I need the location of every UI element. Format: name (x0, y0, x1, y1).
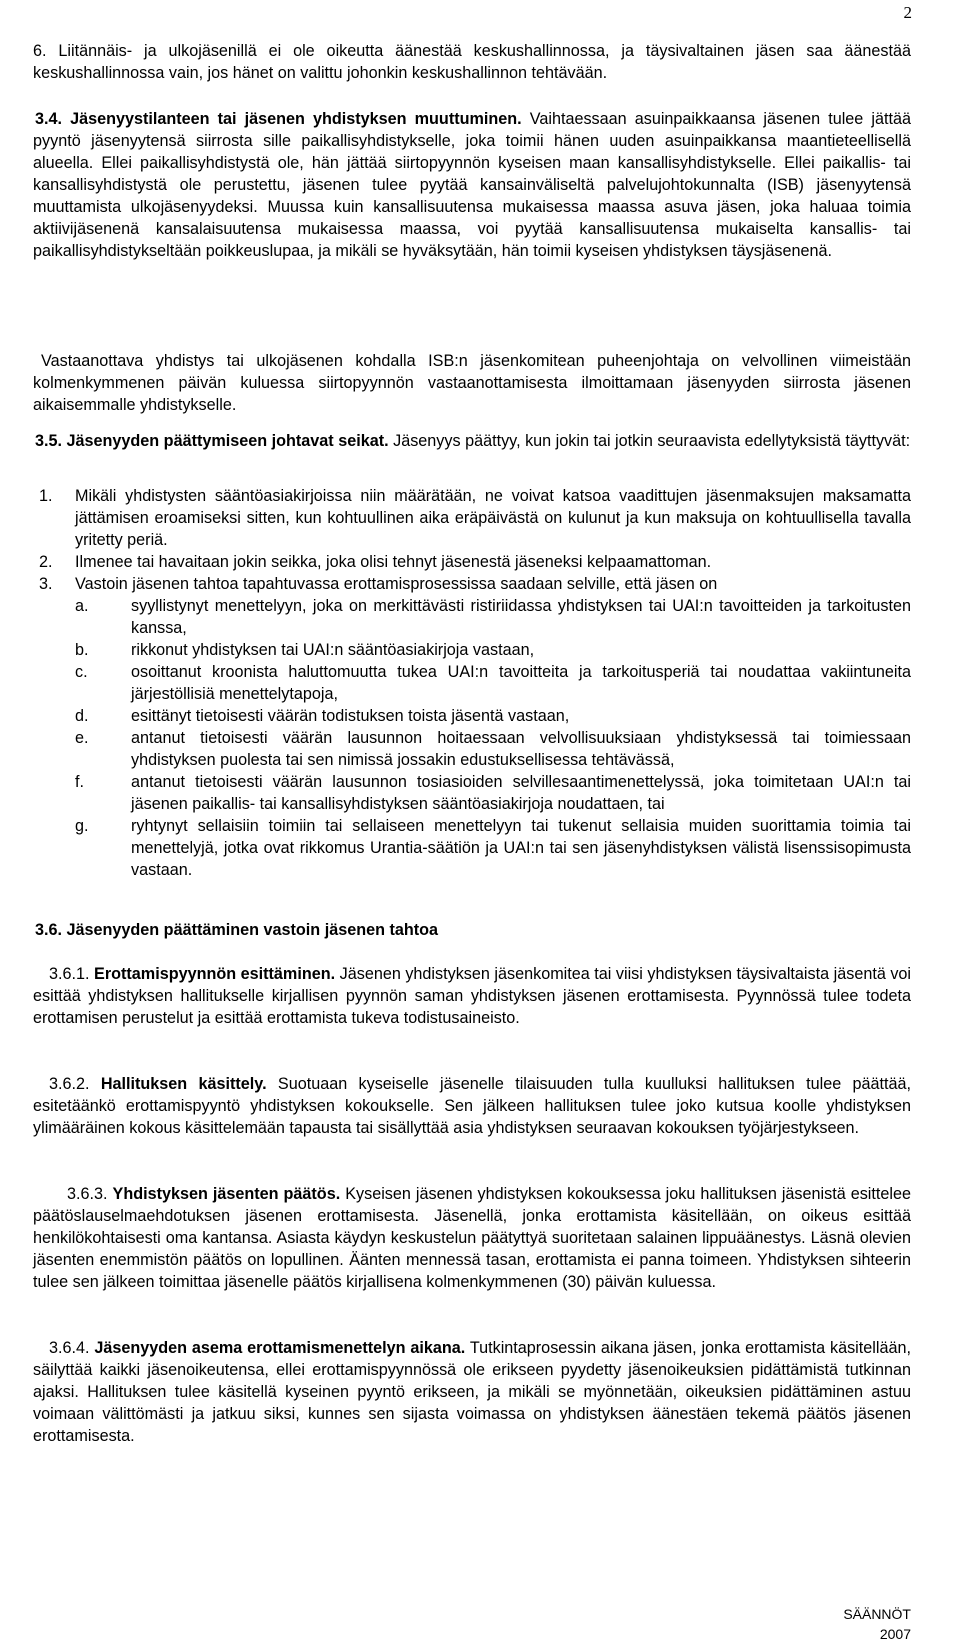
sub-list-item-letter: d. (75, 707, 89, 725)
sub-list-item-text: rikkonut yhdistyksen tai UAI:n sääntöasiakirjoja vastaan, (131, 641, 535, 659)
list-item-text: Mikäli yhdistysten sääntöasiakirjoissa niin määrätään, ne voivat katsoa vaadittujen jäsenmaksujen maksamatta jättämisen eroamiseksi sitten, kun kohtuullinen aika eräpäivästä on kulunut ja kun maksuja on kohtuullisella tavalla yritetty periä. (75, 487, 911, 549)
list-item-number: 3. (39, 575, 53, 593)
section-3-6-2-text: Suotuaan kyseiselle jäsenelle tilaisuuden tulla kuulluksi hallituksen tulee päättää, esitetäänkö erottamispyyntö yhdistyksen kokoukselle. Sen jälkeen hallituksen tulee joko kutsua koolle yhdistyksen ylimääräinen kokous käsittelemään tapausta tai sisällyttää asia yhdistyksen seuraavan kokouksen työjärjestykseen. (33, 1075, 912, 1137)
sub-list-item-text: esittänyt tietoisesti väärän todistuksen toista jäsentä vastaan, (131, 707, 570, 725)
sub-list-item-letter: g. (75, 817, 89, 835)
section-3-6-2-heading: Hallituksen käsittely. (100, 1075, 267, 1093)
section-3-4-paragraph-2 (33, 350, 911, 416)
section-3-6-heading-text: 3.6. Jäsenyyden päättäminen vastoin jäsenen tahtoa (35, 921, 439, 939)
sub-list-item-text: ryhtynyt sellaisiin toimiin tai sellaiseen menettelyyn tai tukenut sellaisia muiden suorittamia toimia tai menettelyjä, jotka ovat rikkomus Urantia-säätiön ja UAI:n tai sen jäsenyhdistyksen välistä lisenssisopimusta vastaan. (131, 817, 911, 879)
termination-conditions-list (33, 485, 911, 881)
sub-list-item (75, 815, 911, 881)
sub-list-item-letter: f. (75, 773, 84, 791)
list-item (33, 551, 911, 573)
footer (843, 1604, 911, 1644)
list-item (33, 573, 911, 595)
sub-list-item-letter: e. (75, 729, 89, 747)
sub-list-item-text: syyllistynyt menettelyyn, joka on merkittävästi ristiriidassa yhdistyksen tai UAI:n tavoitteiden ja tarkoitusten kanssa, (131, 597, 911, 637)
sub-list-item (75, 705, 911, 727)
paragraph-item-6 (33, 40, 911, 84)
footer-title: SÄÄNNÖT (843, 1606, 911, 1622)
sub-list-item (75, 771, 911, 815)
item-6-text: 6. Liitännäis- ja ulkojäsenillä ei ole oikeutta äänestää keskushallinnossa, ja täysivaltainen jäsen saa äänestää keskushallinnossa vain, jos hänet on valittu johonkin keskushallinnon tehtävään. (33, 42, 911, 82)
section-3-6-4 (33, 1337, 911, 1447)
list-item-number: 2. (39, 553, 53, 571)
section-3-5 (33, 430, 911, 452)
section-3-6-2-number: 3.6.2. (49, 1075, 90, 1093)
section-3-6-2 (33, 1073, 911, 1139)
section-3-6-1 (33, 963, 911, 1029)
section-3-6-1-text: Jäsenen yhdistyksen jäsenkomitea tai viisi yhdistyksen täysivaltaista jäsentä voi esittää yhdistyksen hallitukselle kirjallisen pyynnön saman yhdistyksen jäsenen erottamisesta. Pyynnössä tulee todeta erottamisen perustelut ja esittää erottamista tukeva todistusaineisto. (33, 965, 912, 1027)
list-item-text: Vastoin jäsenen tahtoa tapahtuvassa erottamisprosessissa saadaan selville, että jäsen on (75, 575, 718, 593)
section-3-5-heading: 3.5. Jäsenyyden päättymiseen johtavat seikat. (35, 432, 389, 450)
section-3-5-intro: Jäsenyys päättyy, kun jokin tai jotkin seuraavista edellytyksistä täyttyvät: (393, 432, 911, 450)
section-3-6-4-heading: Jäsenyyden asema erottamismenettelyn aikana. (94, 1339, 466, 1357)
section-3-6-4-number: 3.6.4. (49, 1339, 90, 1357)
sub-list-item-letter: c. (75, 663, 88, 681)
sub-list-item-text: antanut tietoisesti väärän lausunnon tosiasioiden selvillesaantimenettelyssä, joka toimitetaan UAI:n tai jäsenen paikallis- tai kansallisyhdistyksen sääntöasiakirjoja noudattaen, tai (131, 773, 911, 813)
list-item (33, 485, 911, 551)
section-3-6-3-number: 3.6.3. (67, 1185, 108, 1203)
sub-list-item-text: antanut tietoisesti väärän lausunnon hoitaessaan velvollisuuksiaan yhdistyksessä tai toimiessaan yhdistyksen puolesta tai sen nimissä jossakin edustuksellisessa tehtävässä, (131, 729, 911, 769)
list-item-number: 1. (39, 487, 53, 505)
section-3-6-3-text: Kyseisen jäsenen yhdistyksen kokouksessa joku hallituksen jäsenistä esittelee päätöslauselmaehdotuksen jäsenen erottamisesta. Jäsenellä, jonka erottamista käsitellään, on oikeus esittää henkilökohtaisesti oma kantansa. Asiasta käydyn keskustelun päätyttyä suoritetaan salainen lippuäänestys. Läsnä olevien jäsenten enemmistön päätös on lopullinen. Äänten mennessä tasan, erottamista ei panna toimeen. Yhdistyksen sihteerin tulee sen jälkeen toimittaa jäsenelle päätös kirjallisena kolmenkymmenen (30) päivän kuluessa. (33, 1185, 912, 1291)
sub-list-item (75, 595, 911, 639)
section-3-4 (33, 108, 911, 262)
sub-list-item (75, 661, 911, 705)
section-3-6-1-heading: Erottamispyynnön esittäminen. (94, 965, 336, 983)
list-item-text: Ilmenee tai havaitaan jokin seikka, joka olisi tehnyt jäsenestä jäseneksi kelpaamattoman. (75, 553, 712, 571)
section-3-4-heading: 3.4. Jäsenyystilanteen tai jäsenen yhdistyksen muuttuminen. (35, 110, 522, 128)
section-3-4-paragraph-2-text: Vastaanottava yhdistys tai ulkojäsenen kohdalla ISB:n jäsenkomitean puheenjohtaja on velvollinen viimeistään kolmenkymmenen päivän kuluessa siirtopyynnön vastaanottamisesta ilmoittamaan jäsenyyden siirrosta jäsenen aikaisemmalle yhdistykselle. (33, 352, 911, 414)
section-3-6-4-text: Tutkintaprosessin aikana jäsen, jonka erottamista käsitellään, säilyttää kaikki jäsenoikeutensa, ellei erottamispyynnössä ole erikseen pyydetty jäsenoikeuksien pidättämistä tutkinnan ajaksi. Hallituksen tulee käsitellä kyseinen pyyntö erikseen, ja mikäli se myönnetään, oikeuksien pidättäminen astuu voimaan välittömästi ja jatkuu siksi, kunnes sen sijasta voimassa on yhdistyksen äänestäen tekemä päätös jäsenen erottamisesta. (33, 1339, 911, 1445)
section-3-6-heading (35, 919, 913, 941)
sub-list-item-letter: a. (75, 597, 89, 615)
section-3-4-paragraph-1: Vaihtaessaan asuinpaikkaansa jäsenen tulee jättää pyyntö jäsenyytensä siirrosta sille paikallisyhdistykselle, joka toimii hänen uuden asuinpaikkansa maantieteellisellä alueella. Ellei paikallisyhdistystä ole, hän jättää siirtopyynnön kyseisen maan kansallisyhdistykselle. Ellei paikallis- tai kansallisyhdistystä ole perustettu, jäsenen tulee pyytää kansainväliseltä palvelujohtokunnalta (ISB) jäsenyytensä muuttamista ulkojäsenyydeksi. Muussa kuin kansallisuutensa mukaisessa maassa asuva jäsen, joka haluaa toimia aktiivijäsenenä kansalaisuutensa mukaisessa maassa, voi pyytää kansallisuutensa mukaiselta kansallis- tai paikallisyhdistykseltään poikkeuslupaa, ja mikäli se hyväksytään, hän toimii kyseisen yhdistyksen täysjäsenenä. (33, 110, 911, 260)
sub-list-item-text: osoittanut kroonista haluttomuutta tukea UAI:n tavoitteita ja tarkoitusperiä tai noudattaa vakiintuneita järjestöllisiä menettelytapoja, (131, 663, 911, 703)
section-3-6-3-heading: Yhdistyksen jäsenten päätös. (112, 1185, 341, 1203)
section-3-6-3 (33, 1183, 911, 1293)
footer-year: 2007 (879, 1626, 911, 1642)
section-3-6-1-number: 3.6.1. (49, 965, 90, 983)
sub-list (33, 595, 911, 881)
sub-list-item (75, 639, 911, 661)
page-number: 2 (903, 3, 912, 22)
sub-list-item-letter: b. (75, 641, 89, 659)
sub-list-item (75, 727, 911, 771)
